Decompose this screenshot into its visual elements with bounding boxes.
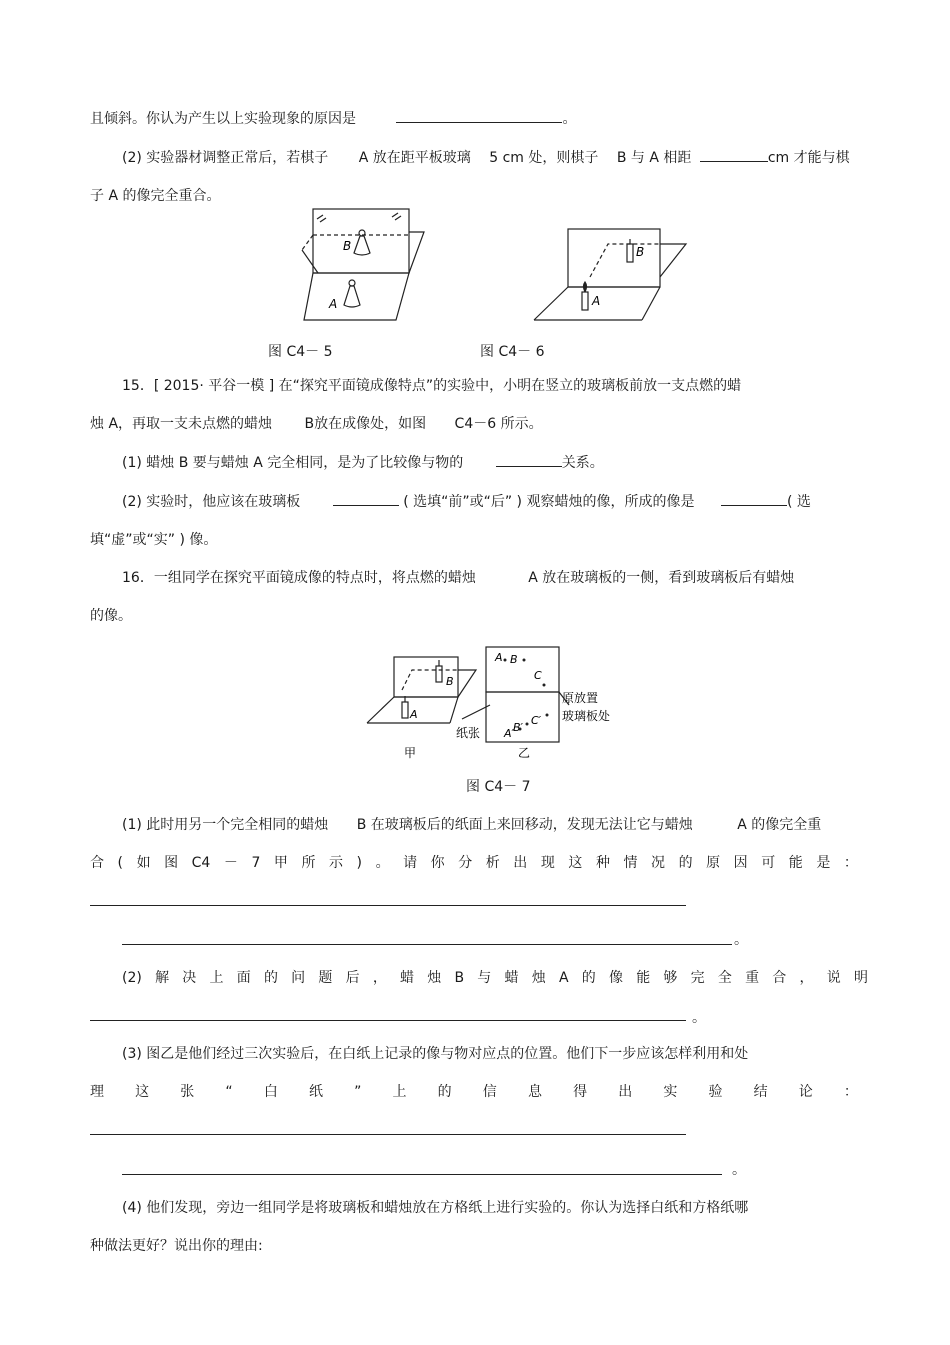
svg-text:B: B — [510, 653, 518, 666]
svg-text:A: A — [410, 708, 418, 721]
question-15-part-2: (2) 实验时，他应该在玻璃板 ( 选填“前”或“后” ) 观察蜡烛的像，所成的像是 ( 选 — [122, 491, 811, 512]
answer-blank[interactable] — [721, 491, 787, 506]
svg-text:B: B — [446, 675, 454, 688]
label-jia: 甲 — [404, 746, 417, 760]
figure-caption-c4-6: 图 C4－ 6 — [480, 344, 545, 360]
svg-text:A: A — [495, 651, 503, 664]
label-paper: 纸张 — [456, 726, 481, 740]
label-glass-position: 玻璃板处 — [562, 709, 611, 723]
svg-text:B′: B′ — [513, 721, 524, 734]
question-15-stem-2: 烛 A，再取一支未点燃的蜡烛 B放在成像处，如图 C4－6 所示。 — [90, 416, 543, 432]
svg-text:A: A — [329, 297, 338, 311]
question-text: 填“虚”或“实” ) 像。 — [90, 532, 218, 548]
answer-line[interactable] — [90, 1020, 686, 1021]
question-16-part-2-spread: (2) 解 决 上 面 的 问 题 后 ， 蜡 烛 B 与 蜡 烛 A 的 像 能 够 完 全 重 合 ， 说 明 — [122, 970, 868, 986]
svg-text:A′: A′ — [504, 727, 515, 740]
question-text: 且倾斜。你认为产生以上实验现象的原因是 — [90, 111, 356, 127]
question-16-part-1: (1) 此时用另一个完全相同的蜡烛 B 在玻璃板后的纸面上来回移动，发现无法让它与蜡烛 A 的像完全重 — [122, 817, 822, 833]
glass-plate-outline — [313, 209, 409, 273]
question-15-part-1: (1) 蜡烛 B 要与蜡烛 A 完全相同，是为了比较像与物的 关系。 — [122, 452, 604, 473]
svg-text:C: C — [534, 669, 542, 682]
figure-c4-5 — [300, 205, 440, 325]
answer-blank[interactable] — [700, 147, 768, 162]
figure-c4-6 — [530, 225, 695, 325]
svg-text:B: B — [636, 245, 645, 259]
question-16-stem: 16．一组同学在探究平面镜成像的特点时，将点燃的蜡烛 A 放在玻璃板的一侧，看到玻璃板后有蜡烛 — [122, 570, 795, 586]
question-16-part-4: (4) 他们发现，旁边一组同学是将玻璃板和蜡烛放在方格纸上进行实验的。你认为选择白纸和方格纸哪 — [122, 1200, 749, 1216]
svg-text:A: A — [592, 294, 601, 308]
question-16-part-1-spread: 合 ( 如 图 C4 － 7 甲 所 示 ) 。 请 你 分 析 出 现 这 种 情 况 的 原 因 可 能 是 ： — [90, 855, 858, 871]
question-15-stem: 15．[ 2015· 平谷一模 ] 在“探究平面镜成像特点”的实验中，小明在竖立的玻璃板前放一支点燃的蜡 — [122, 378, 742, 394]
chess-piece-b — [354, 230, 370, 255]
question-text: 的像。 — [90, 608, 132, 624]
answer-blank[interactable] — [496, 452, 562, 467]
figure-caption-c4-5: 图 C4－ 5 — [268, 344, 333, 360]
figure-caption-c4-7: 图 C4－ 7 — [466, 779, 531, 795]
answer-line[interactable] — [90, 905, 686, 906]
candle-a — [582, 292, 588, 310]
svg-text:C′: C′ — [531, 714, 542, 727]
point-markers — [504, 659, 549, 731]
glass-plate-outline — [568, 229, 660, 287]
question-16-part-3: (3) 图乙是他们经过三次实验后，在白纸上记录的像与物对应点的位置。他们下一步应该怎样利用和处 — [122, 1046, 749, 1062]
answer-line-reason: 且倾斜。你认为产生以上实验现象的原因是 。 — [90, 108, 576, 129]
figure-c4-7 — [362, 645, 642, 765]
label-original-position: 原放置 — [562, 691, 599, 705]
candle-b — [627, 244, 633, 262]
question-16-part-3-spread: 理 这 张 “ 白 纸 ” 上 的 信 息 得 出 实 验 结 论 ： — [90, 1084, 858, 1100]
candle-a — [402, 702, 408, 718]
answer-line[interactable] — [122, 1174, 722, 1175]
question-text: 种做法更好？说出你的理由: — [90, 1238, 263, 1254]
white-paper-lower — [486, 692, 559, 742]
question-2-line: (2) 实验器材调整正常后，若棋子 A 放在距平板玻璃 5 cm 处，则棋子 B 与 A 相距 cm 才能与棋 — [122, 147, 850, 168]
answer-line[interactable] — [90, 1134, 686, 1135]
answer-blank[interactable] — [333, 491, 399, 506]
svg-text:B: B — [343, 239, 352, 253]
chess-piece-a — [344, 280, 360, 307]
question-text: 子 A 的像完全重合。 — [90, 188, 221, 204]
answer-blank[interactable] — [396, 108, 562, 123]
answer-line[interactable] — [122, 944, 732, 945]
candle-b — [436, 666, 442, 682]
label-yi: 乙 — [518, 746, 531, 760]
